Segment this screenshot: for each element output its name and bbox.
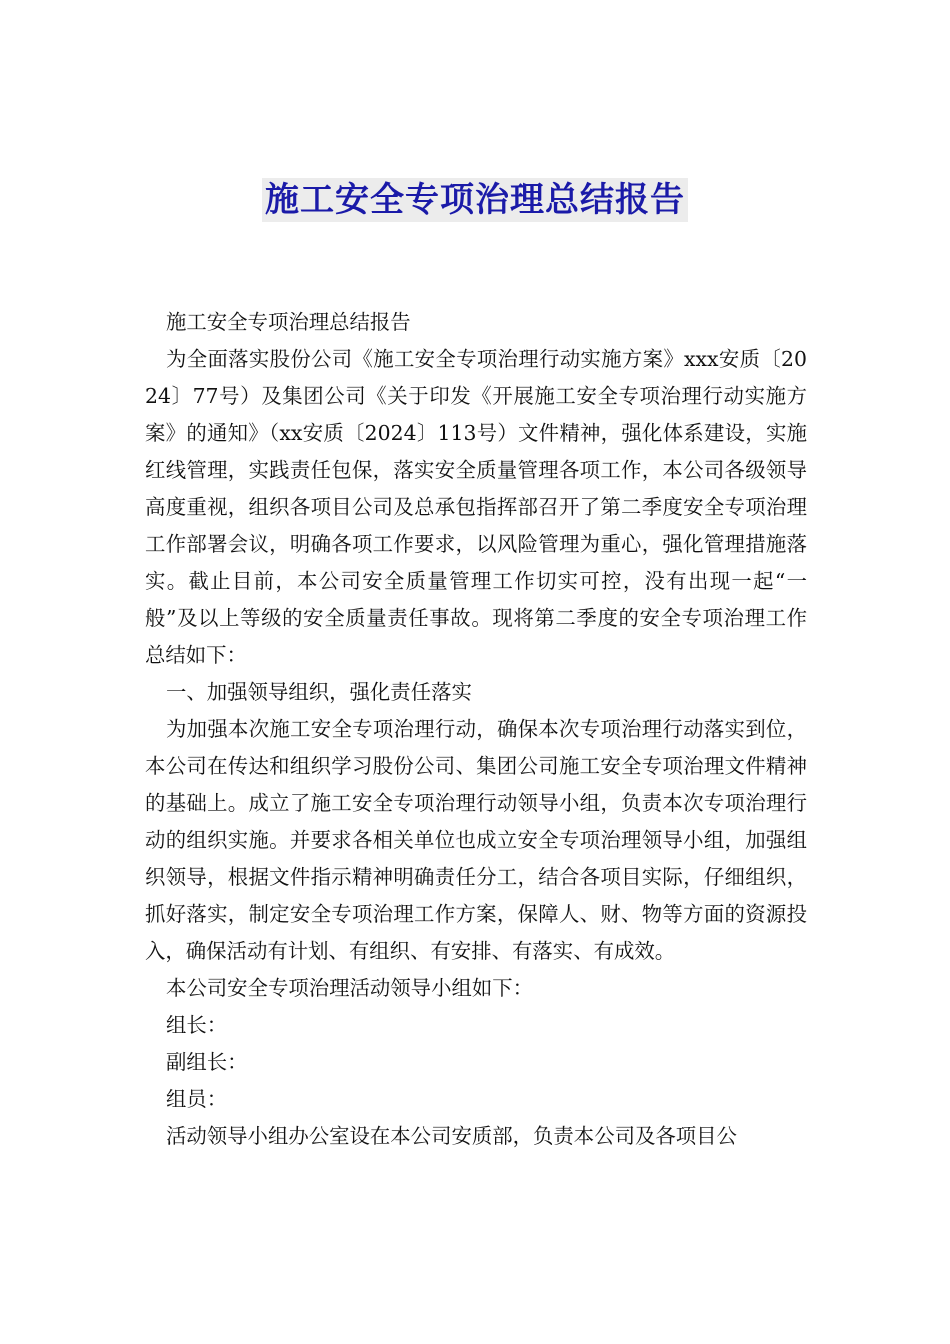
paragraph-members: 组员： <box>166 1087 228 1111</box>
section-heading-1: 一、加强领导组织，强化责任落实 <box>166 680 472 704</box>
document-title <box>0 178 950 222</box>
paragraph-group-intro: 本公司安全专项治理活动领导小组如下： <box>166 976 534 1000</box>
paragraph-office: 活动领导小组办公室设在本公司安质部，负责本公司及各项目公 <box>166 1124 737 1148</box>
paragraph-deputy-leader: 副组长： <box>166 1050 248 1074</box>
document-title-text: 施工安全专项治理总结报告 <box>262 178 688 222</box>
paragraph-subtitle: 施工安全专项治理总结报告 <box>166 310 411 334</box>
paragraph-intro: 为全面落实股份公司《施工安全专项治理行动实施方案》xxx安质〔2024〕77号）及集团公司《关于印发《开展施工安全专项治理行动实施方案》的通知》（xx安质〔2024〕113号）文件精神，强化体系建设，实施红线管理，实践责任包保，落实安全质量管理各项工作，本公司各级领导高度重视，组织各项目公司及总承包指挥部召开了第二季度安全专项治理工作部署会议，明确各项工作要求，以风险管理为重心，强化管理措施落实。截止目前，本公司安全质量管理工作切实可控，没有出现一起“一般”及以上等级的安全质量责任事故。现将第二季度的安全专项治理工作总结如下： <box>145 347 807 667</box>
paragraph-section-1: 为加强本次施工安全专项治理行动，确保本次专项治理行动落实到位，本公司在传达和组织学习股份公司、集团公司施工安全专项治理文件精神的基础上。成立了施工安全专项治理行动领导小组，负责本次专项治理行动的组织实施。并要求各相关单位也成立安全专项治理领导小组，加强组织领导，根据文件指示精神明确责任分工，结合各项目实际，仔细组织，抓好落实，制定安全专项治理工作方案，保障人、财、物等方面的资源投入，确保活动有计划、有组织、有安排、有落实、有成效。 <box>145 717 807 963</box>
paragraph-group-leader: 组长： <box>166 1013 228 1037</box>
document-body <box>145 304 807 1155</box>
